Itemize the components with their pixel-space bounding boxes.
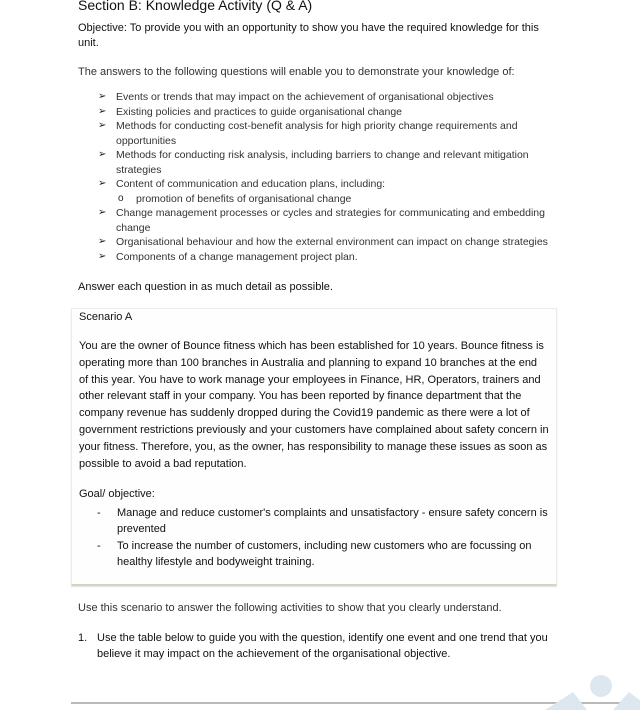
knowledge-item xyxy=(98,90,568,105)
goal-item xyxy=(97,538,552,570)
knowledge-item xyxy=(98,177,568,192)
question-item xyxy=(78,630,568,662)
knowledge-item xyxy=(98,148,568,177)
scenario-title: Scenario A xyxy=(79,311,133,323)
knowledge-item-text: Existing policies and practices to guide organisational change xyxy=(116,105,403,118)
intro-text: The answers to the following questions will enable you to demonstrate your knowledge of: xyxy=(78,66,515,78)
goal-label: Goal/ objective: xyxy=(79,488,155,500)
knowledge-list xyxy=(98,90,568,264)
arrow-bullet-icon: ➢ xyxy=(98,105,107,117)
knowledge-item-text: Methods for conducting cost-benefit analysis for high priority change requirements and opportunities xyxy=(116,120,518,147)
arrow-bullet-icon: ➢ xyxy=(98,178,107,189)
circle-bullet-icon: o xyxy=(118,192,124,204)
knowledge-item xyxy=(98,206,568,235)
knowledge-item-text: Components of a change management project plan. xyxy=(116,250,358,263)
knowledge-item-text: Methods for conducting risk analysis, including barriers to change and relevant mitigation strategies xyxy=(116,149,529,176)
scenario-box xyxy=(71,308,557,586)
goal-item-text: Manage and reduce customer's complaints and unsatisfactory - ensure safety concern is prevented xyxy=(117,507,548,535)
knowledge-item-text: Content of communication and education plans, including: xyxy=(116,178,386,190)
scenario-body: You are the owner of Bounce fitness which has been established for 10 years. Bounce fitness is operating more than 100 branches in Australia and planning to expand 10 branches at the end of this year. You have to work manage your employees in Finance, HR, Operators, trainers and other relevant staff in your company. You has been reported by finance department that the company revenue has suddenly dropped during the Covid19 pandemic as there were a lot of government restrictions previously and your customers have complained about safety concern in your fitness. Therefore, you, as the owner, has responsibility to manage these issues as soon as possible to avoid a bad reputation. xyxy=(79,340,549,470)
arrow-bullet-icon: ➢ xyxy=(98,236,107,247)
use-scenario-instruction: Use this scenario to answer the following activities to show that you clearly understand. xyxy=(78,602,502,614)
arrow-bullet-icon: ➢ xyxy=(98,250,107,262)
knowledge-subitem xyxy=(98,192,568,207)
section-heading: Section B: Knowledge Activity (Q & A) xyxy=(78,0,313,13)
logo-watermark-icon xyxy=(545,670,640,710)
knowledge-item-text: Change management processes or cycles and strategies for communicating and embedding change xyxy=(116,207,545,234)
knowledge-item-text: Organisational behaviour and how the external environment can impact on change strategies xyxy=(116,236,548,248)
question-number: 1. xyxy=(78,632,88,644)
dash-bullet-icon: - xyxy=(97,540,101,552)
dash-bullet-icon: - xyxy=(97,507,101,519)
knowledge-item xyxy=(98,235,568,250)
question-text: Use the table below to guide you with the question, identify one event and one trend that you believe it may impact on the achievement of the organisational objective. xyxy=(97,632,548,660)
objective-text: Objective: To provide you with an opportunity to show you have the required knowledge for this unit. xyxy=(78,22,539,49)
knowledge-item xyxy=(98,119,568,148)
knowledge-item-text: Events or trends that may impact on the achievement of organisational objectives xyxy=(116,91,494,103)
arrow-bullet-icon: ➢ xyxy=(98,207,107,218)
arrow-bullet-icon: ➢ xyxy=(98,120,107,131)
knowledge-item xyxy=(98,250,568,265)
arrow-bullet-icon: ➢ xyxy=(98,91,107,102)
knowledge-item-text: promotion of benefits of organisational change xyxy=(136,192,352,205)
goal-item-text: To increase the number of customers, including new customers who are focussing on healthy lifestyle and bodyweight training. xyxy=(117,540,532,568)
goal-list xyxy=(97,505,552,571)
goal-item xyxy=(97,505,552,537)
arrow-bullet-icon: ➢ xyxy=(98,149,107,160)
knowledge-item xyxy=(98,105,568,120)
answer-instruction: Answer each question in as much detail as possible. xyxy=(78,281,333,293)
